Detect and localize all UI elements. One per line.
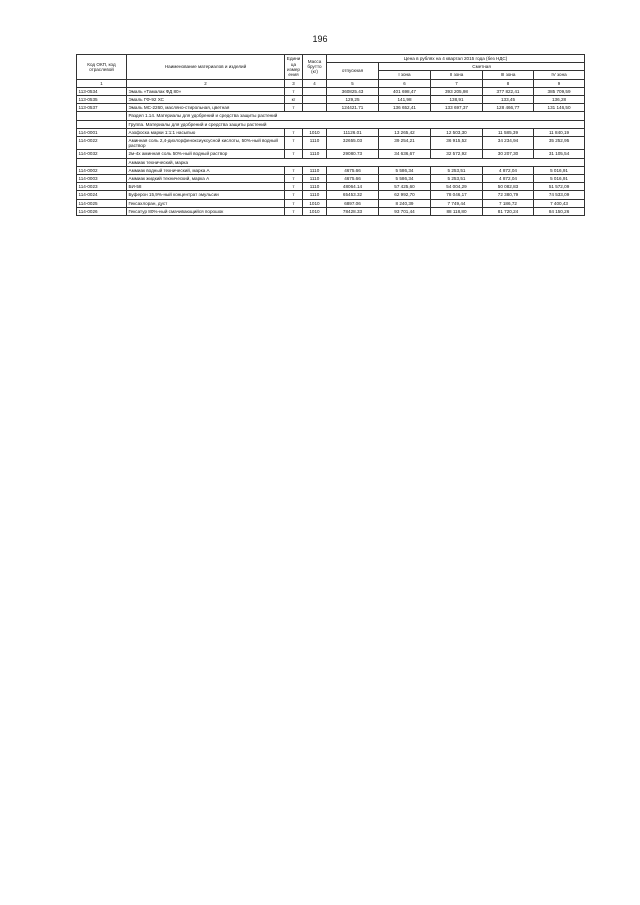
item-mass — [303, 87, 327, 95]
item-unit: т — [285, 183, 303, 191]
item-price: 5 253,51 — [431, 175, 483, 183]
item-price: 136,28 — [534, 96, 585, 104]
header-code: Код ОКП, код отраслевой — [77, 55, 127, 80]
item-mass: 1110 — [303, 183, 327, 191]
item-price: 84 150,26 — [534, 207, 585, 215]
item-mass — [303, 96, 327, 104]
item-unit: т — [285, 128, 303, 136]
item-code: 113-0537 — [77, 104, 127, 112]
item-code: 114-0024 — [77, 191, 127, 199]
item-price: 136 652,41 — [379, 104, 431, 112]
item-mass: 1110 — [303, 175, 327, 183]
column-index: 5 — [327, 79, 379, 87]
item-price: 62 992,70 — [379, 191, 431, 199]
item-name: Аминная соль 2,4-дихлорфеноксиуксусной кислоты, 50%-ный водный раствор — [127, 137, 285, 150]
item-price: 11 840,19 — [534, 128, 585, 136]
item-price: 128 466,77 — [483, 104, 534, 112]
item-code: 114-0022 — [77, 137, 127, 150]
item-name: Эмаль МС-2260, масляно-стирольная, цветная — [127, 104, 285, 112]
table-row — [77, 183, 585, 191]
item-price: 81 720,24 — [483, 207, 534, 215]
item-unit: т — [285, 207, 303, 215]
header-release: отпускная — [327, 63, 379, 79]
item-price: 385 709,59 — [534, 87, 585, 95]
page-number: 196 — [312, 34, 328, 44]
item-price: 34 636,67 — [379, 150, 431, 158]
item-price: 5 253,51 — [431, 166, 483, 174]
item-price: 65453.32 — [327, 191, 379, 199]
header-zone2: II зона — [431, 71, 483, 79]
item-mass: 1110 — [303, 166, 327, 174]
column-index: 3 — [285, 79, 303, 87]
item-price: 78428.33 — [327, 207, 379, 215]
item-price: 4 872,04 — [483, 175, 534, 183]
price-table — [76, 54, 585, 216]
item-price: 7 400,43 — [534, 199, 585, 207]
item-code: 114-0001 — [77, 128, 127, 136]
item-price: 32 572,92 — [431, 150, 483, 158]
table-row — [77, 104, 585, 112]
item-name: Буферон 15,9%-ный концентрат эмульсии — [127, 191, 285, 199]
item-price: 36 915,52 — [431, 137, 483, 150]
column-index: 6 — [379, 79, 431, 87]
table-row — [77, 96, 585, 104]
item-price: 35 252,95 — [534, 137, 585, 150]
item-price: 393 205,98 — [431, 87, 483, 95]
item-unit: т — [285, 87, 303, 95]
item-mass — [303, 104, 327, 112]
item-code: 114-0026 — [77, 207, 127, 215]
item-mass: 1110 — [303, 137, 327, 150]
item-price: 4675.66 — [327, 175, 379, 183]
item-name: Гексахлоран, дуст — [127, 199, 285, 207]
item-name: 2м-4х аминная соль 50%-ный водный раствор — [127, 150, 285, 158]
section-row — [77, 120, 585, 128]
header-price-group: Цена в рублях на 4 квартал 2015 года (без НДС) — [327, 55, 585, 63]
item-price: 5 586,34 — [379, 166, 431, 174]
item-mass: 1010 — [303, 128, 327, 136]
item-unit: т — [285, 191, 303, 199]
item-name: БИ-58 — [127, 183, 285, 191]
item-name: Эмаль ГФ-92 ХС — [127, 96, 285, 104]
item-price: 5 586,34 — [379, 175, 431, 183]
item-price: 31 105,54 — [534, 150, 585, 158]
item-price: 133 697,37 — [431, 104, 483, 112]
item-price: 72 380,79 — [483, 191, 534, 199]
item-unit: т — [285, 137, 303, 150]
item-price: 360825.43 — [327, 87, 379, 95]
table-row — [77, 137, 585, 150]
item-price: 30 207,30 — [483, 150, 534, 158]
item-price: 131 146,50 — [534, 104, 585, 112]
item-code: 113-0535 — [77, 96, 127, 104]
header-unit: Единица измерения — [285, 55, 303, 80]
column-index: 2 — [127, 79, 285, 87]
header-zone4: IV зона — [534, 71, 585, 79]
item-price: 5 016,91 — [534, 166, 585, 174]
item-price: 32655.03 — [327, 137, 379, 150]
item-price: 48064.14 — [327, 183, 379, 191]
item-mass: 1010 — [303, 199, 327, 207]
section-code-cell — [77, 158, 127, 166]
item-price: 74 533,09 — [534, 191, 585, 199]
item-unit: т — [285, 150, 303, 158]
header-zone3: III зона — [483, 71, 534, 79]
table-row — [77, 175, 585, 183]
header-name: Наименование материалов и изделий — [127, 55, 285, 80]
item-price: 4 872,04 — [483, 166, 534, 174]
item-name: Эмаль «Тамалак ФД 80» — [127, 87, 285, 95]
item-price: 7 749,44 — [431, 199, 483, 207]
item-name: Азофоска марки 1:1:1 насыпью — [127, 128, 285, 136]
section-code-cell — [77, 120, 127, 128]
item-price: 57 425,60 — [379, 183, 431, 191]
subheading-row — [77, 158, 585, 166]
item-price: 88 118,80 — [431, 207, 483, 215]
item-price: 39 254,21 — [379, 137, 431, 150]
item-price: 141,98 — [379, 96, 431, 104]
section-row — [77, 112, 585, 120]
section-title: Раздел 1.14. Материалы для удобрений и средства защиты растений — [127, 112, 585, 120]
table-row — [77, 199, 585, 207]
table-body — [77, 87, 585, 215]
item-price: 78 046,17 — [431, 191, 483, 199]
item-price: 11 585,39 — [483, 128, 534, 136]
item-mass: 1010 — [303, 207, 327, 215]
table-row — [77, 150, 585, 158]
item-price: 29080.73 — [327, 150, 379, 158]
table-row — [77, 207, 585, 215]
table-row — [77, 128, 585, 136]
item-unit: т — [285, 199, 303, 207]
item-price: 12 503,30 — [431, 128, 483, 136]
item-name: Аммиак жидкий технический, марка А — [127, 175, 285, 183]
item-unit: т — [285, 166, 303, 174]
section-title: Группа. Материалы для удобрений и средства защиты растений — [127, 120, 585, 128]
item-code: 114-0025 — [77, 199, 127, 207]
item-price: 138,91 — [431, 96, 483, 104]
item-price: 129,25 — [327, 96, 379, 104]
item-name: Аммиак водный технический, марка А — [127, 166, 285, 174]
item-price: 7 186,72 — [483, 199, 534, 207]
item-price: 34 234,94 — [483, 137, 534, 150]
item-unit: т — [285, 104, 303, 112]
item-code: 114-0002 — [77, 166, 127, 174]
item-name: Гексатур 80%-ный смачивающийся порошок — [127, 207, 285, 215]
table-row — [77, 191, 585, 199]
item-price: 401 698,47 — [379, 87, 431, 95]
item-price: 377 822,41 — [483, 87, 534, 95]
column-index: 7 — [431, 79, 483, 87]
item-price: 4675.66 — [327, 166, 379, 174]
item-price: 133,45 — [483, 96, 534, 104]
item-price: 13 265,42 — [379, 128, 431, 136]
item-price: 8 240,39 — [379, 199, 431, 207]
table-row — [77, 87, 585, 95]
column-index: 9 — [534, 79, 585, 87]
header-mass: Масса брутто (кг) — [303, 55, 327, 80]
section-code-cell — [77, 112, 127, 120]
price-table-sheet — [76, 54, 584, 216]
item-code: 114-0032 — [77, 150, 127, 158]
item-mass: 1110 — [303, 191, 327, 199]
item-unit: т — [285, 175, 303, 183]
column-index: 8 — [483, 79, 534, 87]
section-title: Аммиак технический, марка — [127, 158, 585, 166]
item-price: 51 572,09 — [534, 183, 585, 191]
item-price: 5 016,91 — [534, 175, 585, 183]
item-code: 114-0003 — [77, 175, 127, 183]
item-unit: кг — [285, 96, 303, 104]
item-price: 6897.06 — [327, 199, 379, 207]
column-index-row — [77, 79, 585, 87]
item-price: 50 082,83 — [483, 183, 534, 191]
header-zone1: I зона — [379, 71, 431, 79]
item-price: 11126.01 — [327, 128, 379, 136]
column-index: 1 — [77, 79, 127, 87]
item-price: 124421.71 — [327, 104, 379, 112]
item-price: 54 004,29 — [431, 183, 483, 191]
header-estimate: Сметная — [379, 63, 585, 71]
item-price: 93 701,44 — [379, 207, 431, 215]
item-mass: 1110 — [303, 150, 327, 158]
column-index: 4 — [303, 79, 327, 87]
table-row — [77, 166, 585, 174]
item-code: 114-0023 — [77, 183, 127, 191]
item-code: 113-0534 — [77, 87, 127, 95]
